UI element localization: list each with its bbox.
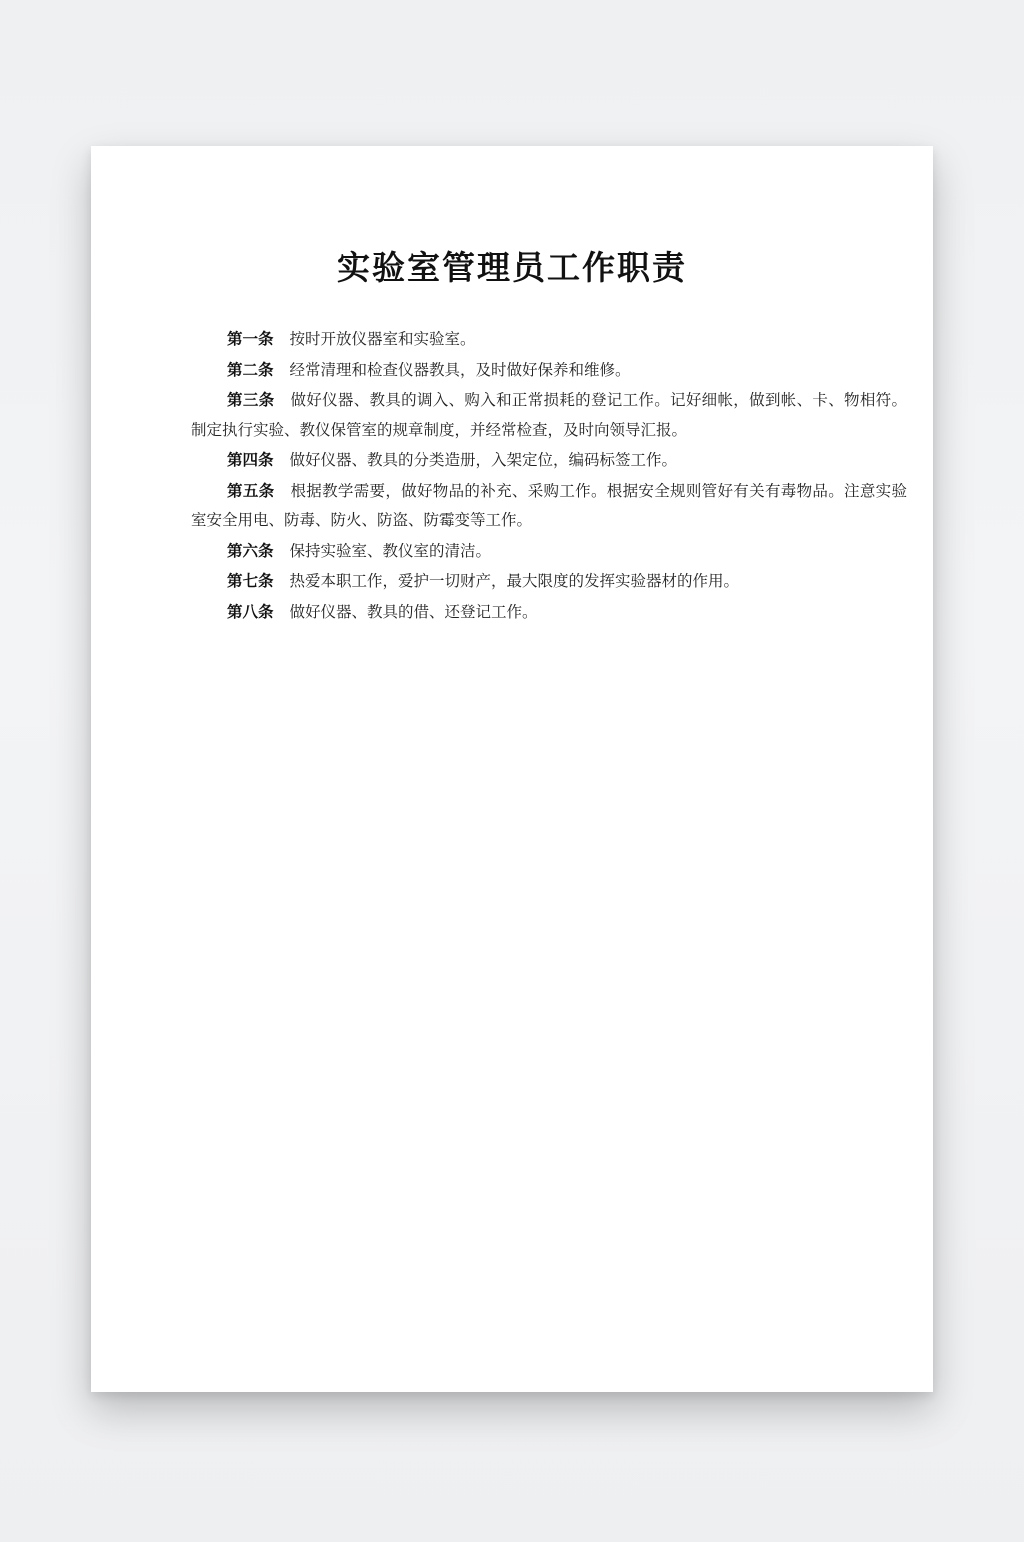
article-label: 第八条 [227, 601, 274, 621]
document-title: 实验室管理员工作职责 [337, 248, 687, 287]
article-3 [191, 385, 907, 445]
article-text: 热爱本职工作，爱护一切财产，最大限度的发挥实验器材的作用。 [289, 572, 740, 590]
article-label: 第三条 [227, 390, 275, 409]
article-text: 保持实验室、教仪室的清洁。 [289, 541, 492, 560]
document-body [191, 324, 907, 627]
article-label: 第五条 [227, 480, 275, 500]
article-text: 经常清理和检查仪器教具，及时做好保养和维修。 [289, 360, 631, 379]
article-label: 第七条 [227, 571, 274, 590]
article-1 [191, 324, 907, 355]
article-8 [191, 597, 907, 628]
article-text: 根据教学需要，做好物品的补充、采购工作。根据安全规则管好有关有毒物品。注意实验室安全用电、防毒、防火、防盗、防霉变等工作。 [191, 481, 907, 529]
article-2 [191, 355, 907, 386]
article-text: 做好仪器、教具的分类造册，入架定位，编码标签工作。 [289, 451, 678, 469]
article-label: 第一条 [227, 329, 274, 348]
article-7 [191, 566, 907, 597]
article-text: 做好仪器、教具的借、还登记工作。 [289, 602, 538, 621]
article-label: 第二条 [227, 359, 274, 379]
article-text: 做好仪器、教具的调入、购入和正常损耗的登记工作。记好细帐，做到帐、卡、物相符。制定执行实验、教仪保管室的规章制度，并经常检查，及时向领导汇报。 [191, 391, 907, 439]
article-6 [191, 536, 907, 567]
article-text: 按时开放仪器室和实验室。 [289, 330, 476, 348]
article-label: 第六条 [227, 540, 274, 560]
article-5 [191, 476, 907, 536]
document-page [91, 146, 933, 1392]
article-4 [191, 445, 907, 476]
article-label: 第四条 [227, 450, 274, 469]
